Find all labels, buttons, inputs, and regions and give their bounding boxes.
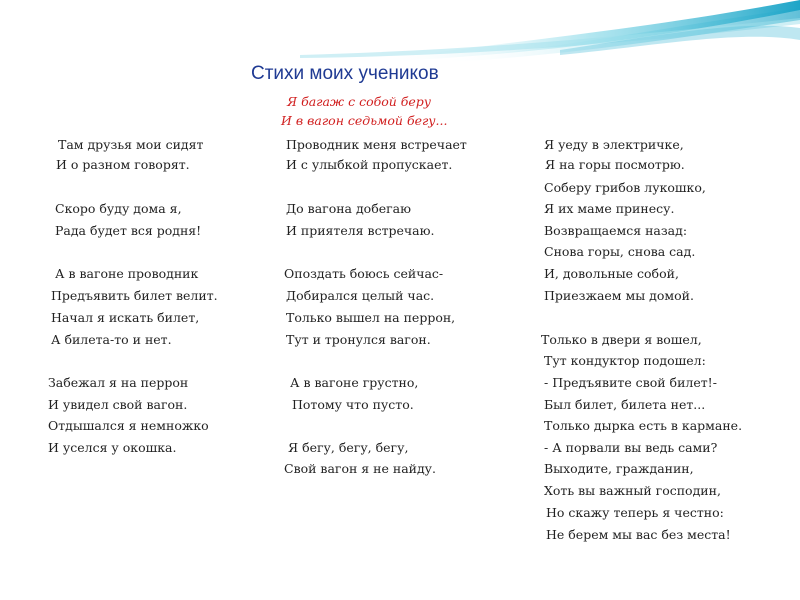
col3-line: Только дырка есть в кармане. <box>544 418 743 433</box>
col3-line: Тут кондуктор подошел: <box>544 353 706 368</box>
col1-line: Отдышался я немножко <box>48 418 209 433</box>
col2-line: Только вышел на перрон, <box>286 310 456 325</box>
col3-line: Снова горы, снова сад. <box>544 244 696 259</box>
col1-line: Начал я искать билет, <box>51 310 200 325</box>
intro-line-1: Я багаж с собой беру <box>287 94 432 109</box>
col3-line: Возвращаемся назад: <box>544 223 688 238</box>
col1-line: Предъявить билет велит. <box>51 288 218 303</box>
col1-line: Рада будет вся родня! <box>55 223 202 238</box>
col3-line: Хоть вы важный господин, <box>544 483 721 498</box>
col2-line: Свой вагон я не найду. <box>284 461 437 476</box>
col1-line: И увидел свой вагон. <box>48 397 188 412</box>
col3-line: - Предъявите свой билет!- <box>544 375 717 390</box>
col3-line: Приезжаем мы домой. <box>544 288 694 303</box>
col3-line: Я на горы посмотрю. <box>545 157 685 172</box>
col2-line: И приятеля встречаю. <box>286 223 435 238</box>
col2-line: До вагона добегаю <box>286 201 412 216</box>
col2-line: Опоздать боюсь сейчас- <box>284 266 444 281</box>
col1-line: А билета-то и нет. <box>51 332 172 347</box>
col3-line: - А порвали вы ведь сами? <box>544 440 718 455</box>
col3-line: Но скажу теперь я честно: <box>546 505 724 520</box>
col3-line: Не берем мы вас без места! <box>546 527 731 542</box>
col2-line: Тут и тронулся вагон. <box>286 332 431 347</box>
col3-line: Соберу грибов лукошко, <box>544 180 706 195</box>
col2-line: Проводник меня встречает <box>286 137 467 152</box>
col1-line: И уселся у окошка. <box>48 440 177 455</box>
col1-line: Скоро буду дома я, <box>55 201 182 216</box>
decorative-wave <box>0 0 800 70</box>
col2-line: И с улыбкой пропускает. <box>286 157 453 172</box>
col1-line: И о разном говорят. <box>56 157 190 172</box>
col3-line: Был билет, билета нет... <box>544 397 706 412</box>
col3-line: И, довольные собой, <box>544 266 679 281</box>
col1-line: А в вагоне проводник <box>55 266 199 281</box>
col1-line: Там друзья мои сидят <box>58 137 204 152</box>
col1-line: Забежал я на перрон <box>48 375 189 390</box>
col2-line: Потому что пусто. <box>292 397 414 412</box>
col3-line: Выходите, гражданин, <box>544 461 694 476</box>
intro-line-2: И в вагон седьмой бегу... <box>281 113 448 128</box>
col3-line: Только в двери я вошел, <box>541 332 702 347</box>
col2-line: Я бегу, бегу, бегу, <box>288 440 409 455</box>
col2-line: А в вагоне грустно, <box>290 375 419 390</box>
col3-line: Я их маме принесу. <box>544 201 675 216</box>
page-title: Стихи моих учеников <box>251 63 439 84</box>
col3-line: Я уеду в электричке, <box>544 137 684 152</box>
col2-line: Добирался целый час. <box>286 288 435 303</box>
